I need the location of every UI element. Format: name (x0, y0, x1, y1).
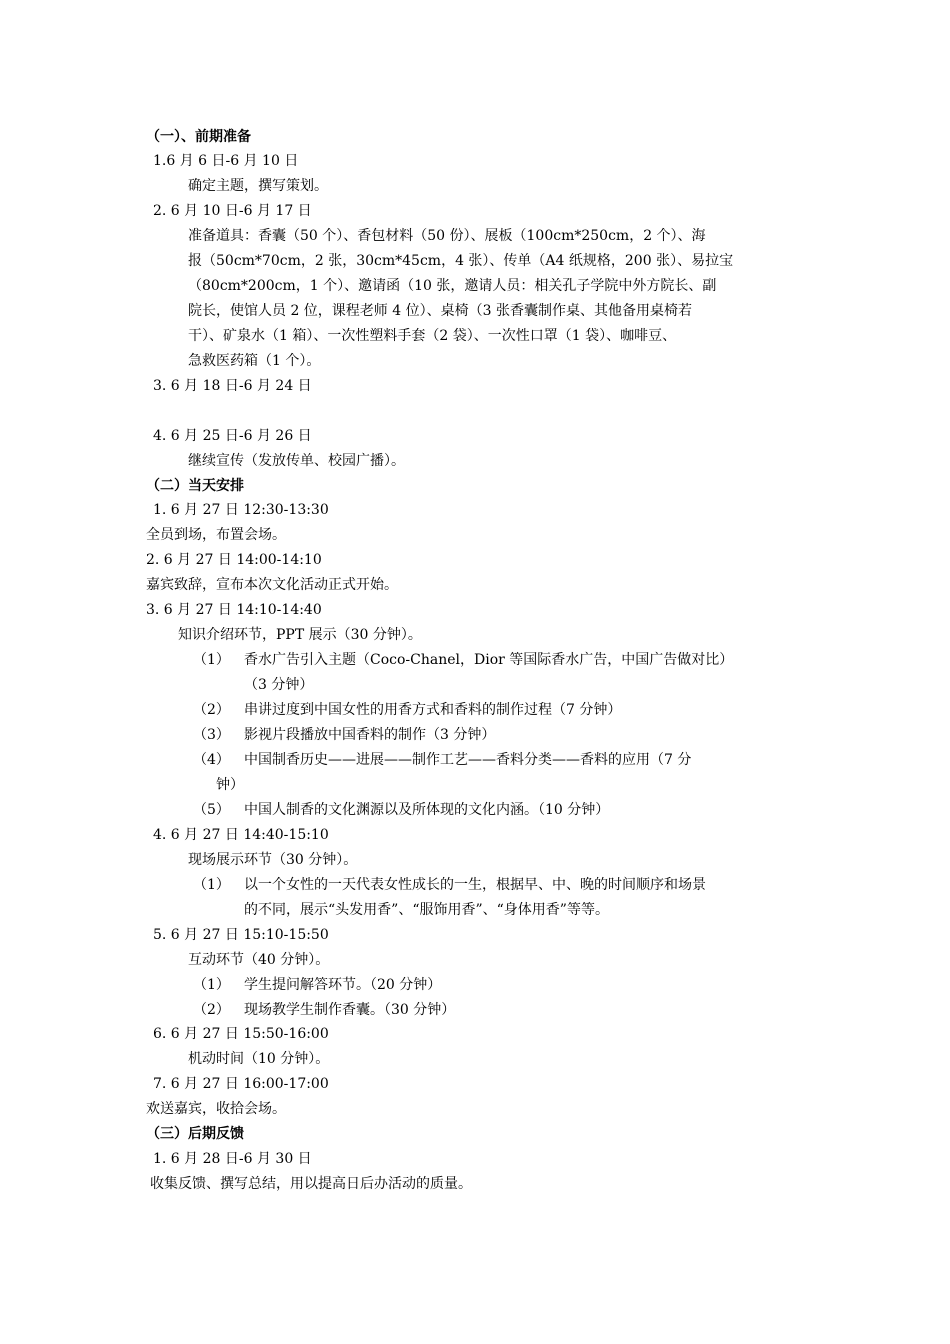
sub-item-text: 以一个女性的一天代表女性成长的一生，根据早、中、晚的时间顺序和场景 (244, 877, 706, 893)
item-text: 嘉宾致辞，宣布本次文化活动正式开始。 (146, 577, 398, 593)
sub-item-text: 香水广告引入主题（Coco-Chanel，Dior 等国际香水广告，中国广告做对比） (244, 652, 734, 668)
item-text-line: 报（50cm*70cm，2 张，30cm*45cm，4 张）、传单（A4 纸规格，200 张）、易拉宝 (188, 253, 734, 269)
sub-item-text: 串讲过度到中国女性的用香方式和香料的制作过程（7 分钟） (244, 702, 622, 718)
item-text: 知识介绍环节，PPT 展示（30 分钟）。 (178, 627, 422, 643)
item-text: 收集反馈、撰写总结，用以提高日后办活动的质量。 (150, 1176, 472, 1192)
sub-item-number: （5） (193, 802, 230, 818)
sub-item-number: （2） (193, 702, 230, 718)
item-text-line: 院长，使馆人员 2 位，课程老师 4 位）、桌椅（3 张香囊制作桌、其他备用桌椅若 (188, 303, 692, 319)
date-item-label: 6. 6 月 27 日 15:50-16:00 (153, 1026, 329, 1042)
sub-item-text: 中国制香历史——进展——制作工艺——香料分类——香料的应用（7 分 (244, 752, 692, 768)
date-item-label: 5. 6 月 27 日 15:10-15:50 (153, 927, 329, 943)
date-item-label: 2. 6 月 10 日-6 月 17 日 (153, 203, 312, 219)
item-text-line: （80cm*200cm，1 个）、邀请函（10 张，邀请人员：相关孔子学院中外方院长、副 (188, 278, 717, 294)
date-item-label: 1. 6 月 28 日-6 月 30 日 (153, 1151, 312, 1167)
date-item-label: 3. 6 月 27 日 14:10-14:40 (146, 602, 322, 618)
sub-item-text: 中国人制香的文化渊源以及所体现的文化内涵。（10 分钟） (244, 802, 610, 818)
sub-item-number: （1） (193, 652, 230, 668)
section-heading: （二）当天安排 (146, 478, 244, 494)
item-text-line: 急救医药箱（1 个）。 (188, 353, 321, 369)
date-item-label: 2. 6 月 27 日 14:00-14:10 (146, 552, 322, 568)
date-item-label: 1. 6 月 27 日 12:30-13:30 (153, 502, 329, 518)
sub-item-text: 学生提问解答环节。（20 分钟） (244, 977, 442, 993)
item-text: 全员到场，布置会场。 (146, 527, 286, 543)
date-item-label: 1.6 月 6 日-6 月 10 日 (153, 153, 299, 169)
sub-item-text: 影视片段播放中国香料的制作（3 分钟） (244, 727, 496, 743)
item-text: 确定主题，撰写策划。 (188, 178, 328, 194)
sub-item-number: （3） (193, 727, 230, 743)
date-item-label: 4. 6 月 25 日-6 月 26 日 (153, 428, 312, 444)
item-text-line: 准备道具：香囊（50 个）、香包材料（50 份）、展板（100cm*250cm，2 个）、海 (188, 228, 706, 244)
item-text: 现场展示环节（30 分钟）。 (188, 852, 358, 868)
item-text-line: 干）、矿泉水（1 箱）、一次性塑料手套（2 袋）、一次性口罩（1 袋）、咖啡豆、 (188, 328, 677, 344)
date-item-label: 7. 6 月 27 日 16:00-17:00 (153, 1076, 329, 1092)
sub-item-text: 的不同，展示“头发用香”、“服饰用香”、“身体用香”等等。 (244, 902, 609, 918)
sub-item-number: （4） (193, 752, 230, 768)
date-item-label: 3. 6 月 18 日-6 月 24 日 (153, 378, 312, 394)
sub-item-text: 钟） (216, 777, 244, 793)
section-heading: （三）后期反馈 (146, 1126, 244, 1142)
item-text: 机动时间（10 分钟）。 (188, 1051, 330, 1067)
item-text: 互动环节（40 分钟）。 (188, 952, 330, 968)
sub-item-number: （2） (193, 1002, 230, 1018)
sub-item-text: 现场教学生制作香囊。（30 分钟） (244, 1002, 456, 1018)
item-text: 继续宣传（发放传单、校园广播）。 (188, 453, 405, 469)
date-item-label: 4. 6 月 27 日 14:40-15:10 (153, 827, 329, 843)
sub-item-number: （1） (193, 977, 230, 993)
sub-item-text: （3 分钟） (244, 677, 314, 693)
sub-item-number: （1） (193, 877, 230, 893)
item-text: 欢送嘉宾，收拾会场。 (146, 1101, 286, 1117)
section-heading: （一）、前期准备 (146, 129, 251, 145)
